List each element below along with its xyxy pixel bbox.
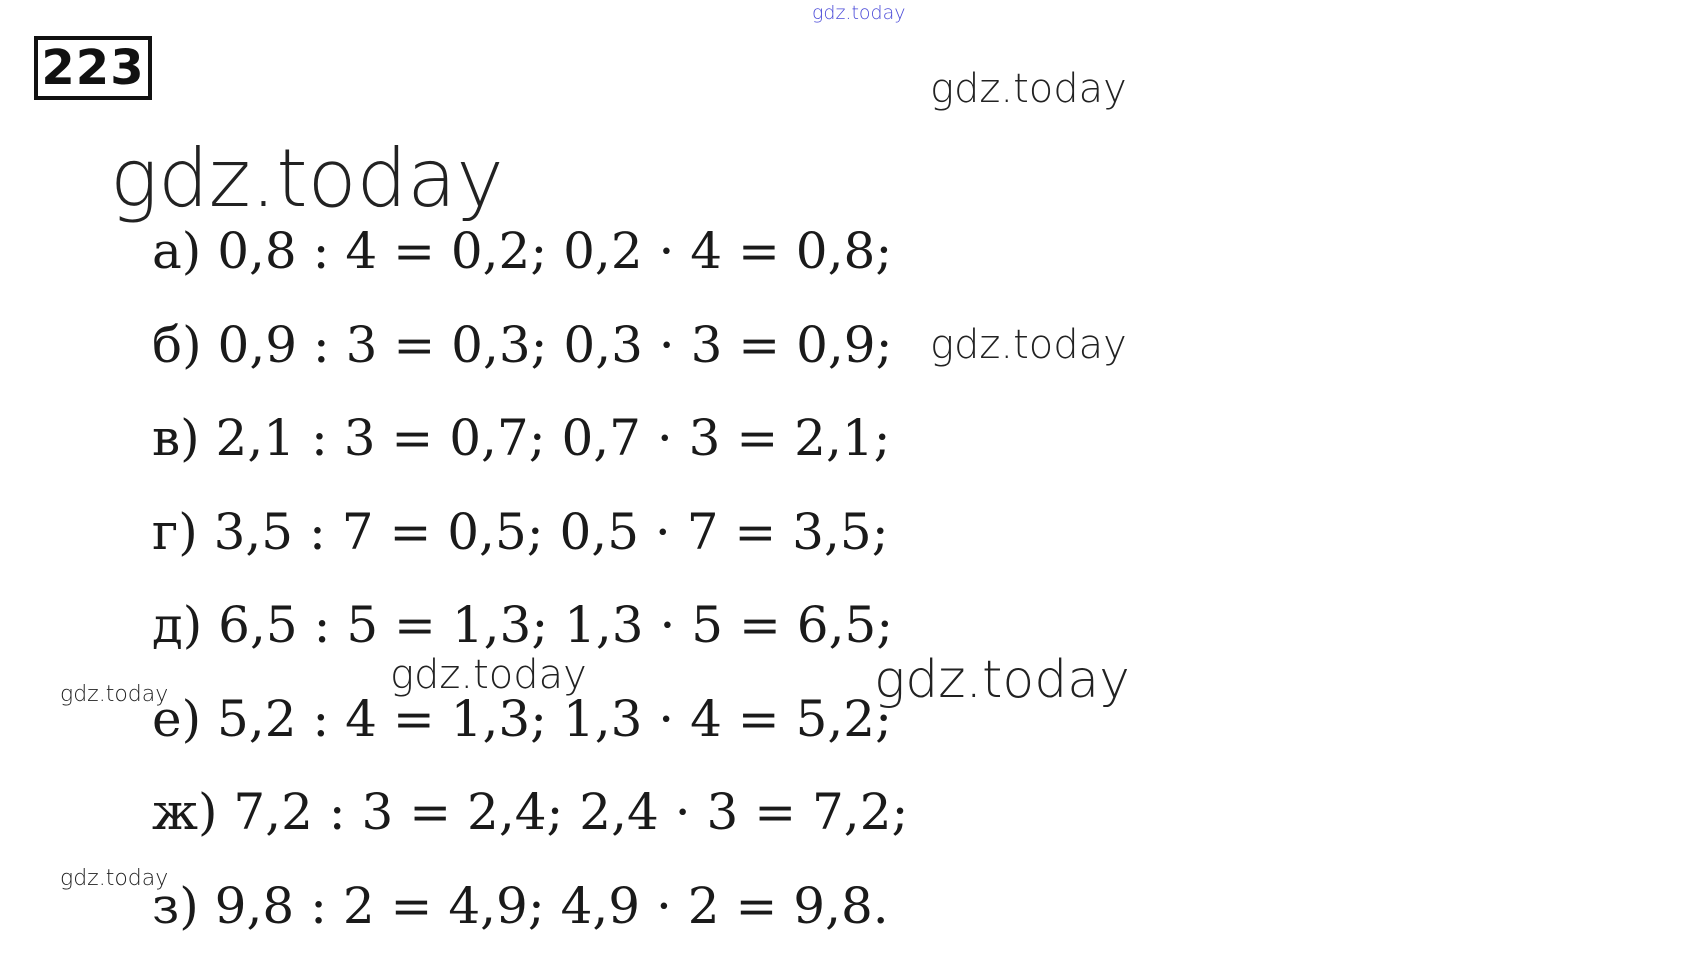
answer-v: в) 2,1 : 3 = 0,7; 0,7 · 3 = 2,1;	[152, 409, 908, 503]
answer-list	[152, 222, 908, 970]
answer-zh: ж) 7,2 : 3 = 2,4; 2,4 · 3 = 7,2;	[152, 783, 908, 877]
answer-a: а) 0,8 : 4 = 0,2; 0,2 · 4 = 0,8;	[152, 222, 908, 316]
answer-b: б) 0,9 : 3 = 0,3; 0,3 · 3 = 0,9;	[152, 316, 908, 410]
watermark: gdz.today	[874, 650, 1130, 710]
watermark: gdz.today	[390, 652, 587, 698]
watermark: gdz.today	[930, 66, 1127, 112]
watermark: gdz.today	[930, 322, 1127, 368]
watermark-top: gdz.today	[812, 2, 906, 24]
answer-g: г) 3,5 : 7 = 0,5; 0,5 · 7 = 3,5;	[152, 503, 908, 597]
answer-z: з) 9,8 : 2 = 4,9; 4,9 · 2 = 9,8.	[152, 877, 908, 970]
watermark-small: gdz.today	[60, 866, 168, 891]
watermark-small: gdz.today	[60, 682, 168, 707]
answer-d: д) 6,5 : 5 = 1,3; 1,3 · 5 = 6,5;	[152, 596, 908, 690]
problem-number: 223	[34, 36, 152, 100]
watermark-large: gdz.today	[110, 132, 504, 225]
answer-e: е) 5,2 : 4 = 1,3; 1,3 · 4 = 5,2;	[152, 690, 908, 784]
